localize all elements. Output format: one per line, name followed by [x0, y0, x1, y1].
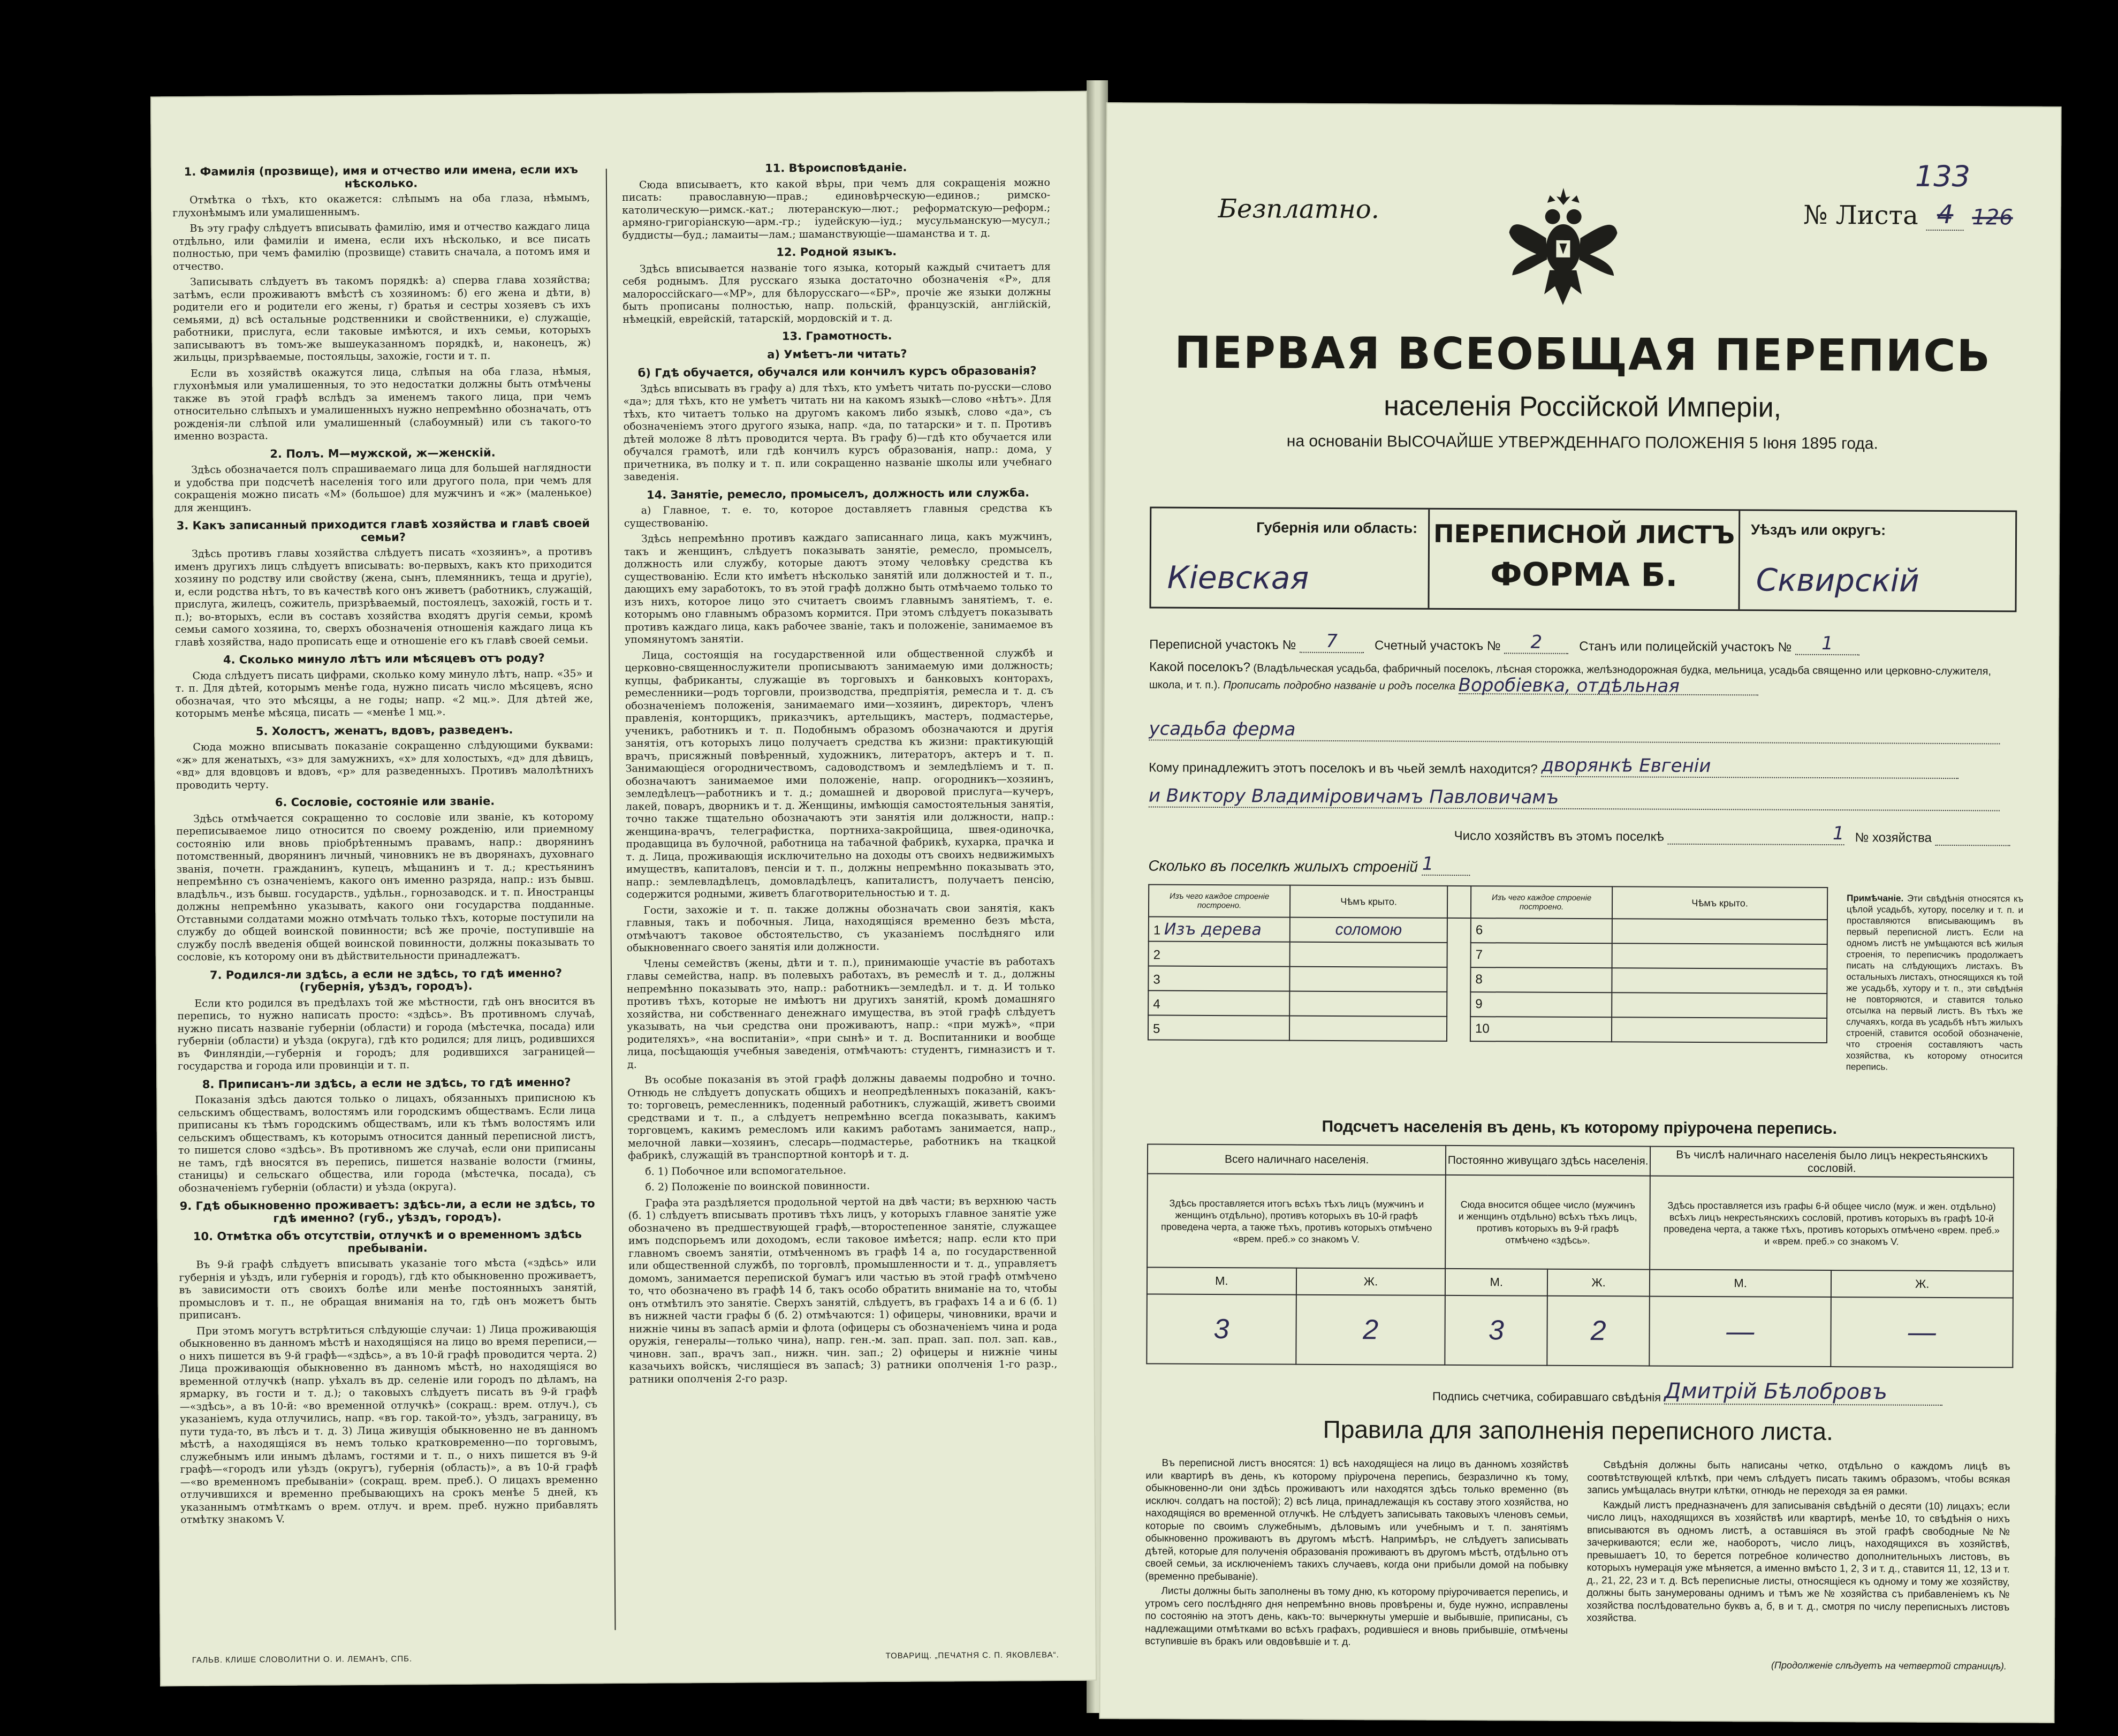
- bldg-row: [1148, 990, 1827, 1018]
- bldg-gap: [1447, 967, 1470, 992]
- settlement-line-2: [1149, 718, 2010, 744]
- header-box: [1149, 506, 2017, 612]
- sheet-number-alt: 126: [1972, 205, 2013, 230]
- instruction-paragraph: Сюда вписываетъ, кто какой вѣры, при чемъ для сокращенія можно писать: православную—прав.; единовѣрческую—единов.; римско-католическую—римск.-кат.; лютеранскую—лют.; реформатскую—реформ.; армяно-григоріанскую—арм.-гр.; іудейскую—іуд.; мусульманскую—мусул.; буддисты—буд.; ламаиты—лам.; шаманствующіе—шаманства и т. д.: [622, 176, 1051, 241]
- pop-head-present: Всего наличнаго населенія.: [1148, 1144, 1446, 1174]
- instruction-paragraph: Здѣсь противъ главы хозяйства слѣдуетъ писать «хозяинъ», а противъ именъ другихъ лицъ слѣдуетъ вписывать: во-первыхъ, какъ кто приходится хозяину по родству или свойству (жена, сынъ, племянникъ, теща и другіе), и, если родства нѣтъ, то въ качествѣ кого онъ живетъ (работникъ, служащій, прислуга, жилецъ, сожитель, призрѣваемый, постоялецъ, захожій, гость и т. п.); во-вторыхъ, если въ составъ хозяйства входятъ другія семьи, кромѣ семьи самого хозяина, то, сверхъ обозначенія отношенія каждаго лица къ главѣ хозяйства, надо прописать еще и отношеніе его къ главѣ своей семьи.: [174, 545, 593, 648]
- bldg-roof-value: [1289, 991, 1447, 1017]
- instruction-paragraph: Здѣсь непремѣнно противъ каждаго записаннаго лица, какъ мужчинъ, такъ и женщинъ, слѣдуетъ показывать занятіе, ремесло, промыселъ, должность или службу, которые даютъ этому человѣку средства къ существованію. Если кто имѣетъ нѣсколько занятій или должностей и т. п., дающихъ ему заработокъ, то въ этой графѣ должно быть отмѣчаемо только то изъ нихъ, которое лицо это считаетъ своимъ главнымъ занятіемъ, т. е. которымъ оно главнымъ образомъ кормится. При этомъ слѣдуетъ показывать противъ каждаго лица, какъ рабочее званіе, такъ и положеніе, занимаемое въ упомянутомъ занятіи.: [624, 530, 1053, 646]
- bldg-head-roof-right: Чѣмъ крыто.: [1612, 886, 1827, 920]
- imperial-eagle-emblem: [1507, 184, 1620, 313]
- district-value: 7: [1300, 631, 1364, 654]
- owner-value-1: дворянкѣ Евгеніи: [1541, 755, 1958, 779]
- bldg-number: 4: [1153, 997, 1160, 1012]
- household-no-label: № хозяйства: [1855, 830, 1932, 845]
- column-divider: [606, 169, 616, 1630]
- sheet-number-label: № Листа: [1803, 200, 1918, 231]
- bldg-number: 2: [1153, 947, 1161, 962]
- pop-desc-nonpeasant: Здѣсь проставляется изъ графы 6-й общее число (муж. и жен. отдѣльно) всѣхъ лицъ некрестьянскихъ сословій, противъ которыхъ въ графѣ 10-й проведена черта, а также тѣхъ, противъ которыхъ отмѣчено «врем. преб.» и «врем. преб.» со знакомъ V.: [1650, 1176, 2014, 1271]
- instruction-heading: 6. Сословіе, состояніе или званіе.: [275, 794, 495, 809]
- counting-value: 2: [1504, 631, 1568, 654]
- owner-line-2: [1149, 785, 2010, 811]
- pop-m-2: М.: [1445, 1269, 1547, 1296]
- rule-paragraph: Каждый листъ предназначенъ для записыванія свѣдѣній о десяти (10) лицахъ; если число лицъ, находящихся въ хозяйствѣ или квартирѣ, менѣе 10, то свѣдѣнія о нихъ вписываются въ одномъ листѣ, а оставшіяся въ этой графѣ свободные №№ зачеркиваются; если же, наоборотъ, число лицъ, находящихся въ хозяйствѣ, превышаетъ 10, то берется потребное количество дополнительныхъ листовъ, въ которыхъ нумерація уже мѣняется, а именно вмѣсто 1, 2, 3 и т. д., ставится 11, 12, 13 и т. д., 21, 22, 23 и т. д. Всѣ переписные листы, относящіеся къ одному и тому же хозяйству, должны быть занумерованы однимъ и тѣмъ же № хозяйства съ прибавленіемъ къ № хозяйства послѣдовательно буквъ а, б, в и т. д., смотря по числу переписныхъ листовъ хозяйства.: [1586, 1499, 2010, 1624]
- signature-value: Дмитрій Бѣлобровъ: [1664, 1379, 1942, 1406]
- province-value: Кіевская: [1167, 559, 1309, 596]
- left-page: [150, 91, 1097, 1687]
- bldg-roof-right: [1612, 943, 1827, 969]
- county-value: Сквирскій: [1756, 562, 1919, 599]
- instruction-paragraph: Сюда можно вписывать показаніе сокращенно слѣдующими буквами: «ж» для женатыхъ, «з» для замужнихъ, «х» для холостыхъ, «д» для дѣвицъ, «вд» для вдовцовъ и вдовъ, «р» для разведенныхъ. Противъ малолѣтнихъ проводить черту.: [176, 739, 594, 791]
- instruction-paragraph: Если кто родился въ предѣлахъ той же мѣстности, гдѣ онъ вносится въ перепись, то нужно написать просто: «здѣсь». Въ противномъ случаѣ, нужно писать названіе губерніи (области) и города (мѣстечка, посада) или губерніи (области) и уѣзда (округа), гдѣ кто родился; для лицъ, родившихся въ Финляндіи,—губернія и городъ; для родившихся заграницей—государства и города или провинціи и т. п.: [177, 995, 595, 1073]
- pop-f-3: Ж.: [1831, 1270, 2013, 1298]
- population-table: [1146, 1143, 2014, 1368]
- bldg-row: [1148, 966, 1827, 994]
- bldg-roof-right: [1612, 1017, 1827, 1043]
- instruction-paragraph: Въ эту графу слѣдуетъ вписывать фамилію, имя и отчество каждаго лица отдѣльно, или фамиліи и имена, если ихъ нѣсколько, и все писать полностью, при чемъ фамилію (прозвище) ставить сначала, а потомъ имя и отчество.: [172, 220, 590, 272]
- bldg-number-right: 10: [1470, 1017, 1612, 1042]
- bldg-row: [1148, 1015, 1827, 1043]
- bldg-number-right: 6: [1471, 918, 1612, 943]
- instruction-heading: 13. Грамотность.: [781, 329, 892, 343]
- settlement-hint-2: Прописать подробно названіе и родъ поселка: [1223, 679, 1456, 692]
- bldg-material-value: Изъ дерева: [1164, 920, 1262, 939]
- households-value: 1: [1667, 822, 1844, 845]
- instructions-column-1: [172, 158, 598, 1529]
- pop-f-2: Ж.: [1547, 1269, 1650, 1297]
- instruction-paragraph: а) Главное, т. е. то, которое доставляетъ главныя средства къ существованію.: [624, 502, 1052, 529]
- bldg-roof-right: [1612, 968, 1827, 994]
- owner-label: Кому принадлежитъ этотъ поселокъ и въ чьей землѣ находится?: [1149, 760, 1538, 777]
- form-title-line2: ФОРМА Б.: [1490, 556, 1678, 594]
- pop-head-resident: Постоянно живущаго здѣсь населенія.: [1446, 1146, 1650, 1176]
- pop-m-3: М.: [1650, 1270, 1832, 1297]
- pop-m-1: М.: [1147, 1267, 1296, 1294]
- instruction-paragraph: Гости, захожіе и т. п. также должны обозначать свои занятія, какъ главныя, такъ и побочныя. Лица, находящіяся временно безъ мѣста, отмѣчаютъ таковое обстоятельство, съ указаніемъ послѣдняго или обыкновеннаго своего занятія или должности.: [626, 901, 1055, 954]
- instruction-paragraph: Члены семействъ (жены, дѣти и т. п.), принимающіе участіе въ работахъ главы семейства, напр. въ полевыхъ работахъ, въ ремеслѣ и т. д., должны непремѣнно показывать это, напр.: работникъ—земледѣл. и т. д. И только противъ тѣхъ, которые не имѣютъ ни другихъ занятій, кромѣ домашняго хозяйства, ни собственнаго денежнаго имущества, въ этой графѣ слѣдуетъ указывать, на чьи средства они проживаютъ, напр.: «при мужѣ», «при родителяхъ», «на воспитаніи», «при сынѣ» и т. д. Воспитанники и вообще лица, посѣщающія учебныя заведенія, отмѣчаютъ: студентъ, гимназистъ и т. д.: [626, 955, 1056, 1071]
- instruction-heading: 10. Отмѣтка объ отсутствіи, отлучкѣ и о временномъ здѣсь пребываніи.: [193, 1227, 582, 1255]
- bldg-number-right: 7: [1471, 943, 1612, 968]
- instruction-heading: б) Гдѣ обучается, обучался или кончилъ курсъ образованія?: [637, 364, 1037, 380]
- instruction-paragraph: Въ особые показанія въ этой графѣ должны даваемы подробно и точно. Отнюдь не слѣдуетъ допускать общихъ и неопредѣленныхъ показаній, какъ-то: торговецъ, ремесленникъ, поденный работникъ, служащій, живетъ своими средствами и т. п., а слѣдуетъ непремѣнно всегда показывать, какимъ торговцемъ, какимъ ремесломъ или какимъ работамъ занимается, напр., мелочной лавки—хозяинъ, слесарь—подмастерье, работникъ на ткацкой фабрикѣ, служащій въ транспортной конторѣ и т. д.: [627, 1072, 1056, 1162]
- right-page: [1099, 102, 2061, 1723]
- buildings-label: Сколько въ поселкѣ жилыхъ строеній: [1148, 857, 1418, 875]
- instruction-heading: 9. Гдѣ обыкновенно проживаетъ: здѣсь-ли, а если не здѣсь, то гдѣ именно? (губ., уѣздъ, городъ).: [179, 1197, 595, 1225]
- bldg-head-material-left: Изъ чего каждое строеніе построено.: [1149, 884, 1290, 917]
- settlement-hint: (Владѣльческая усадьба, фабричный поселокъ, лѣсная сторожка, желѣзнодорожная будка, мельница, усадьба священно или церковно-служителя, школа, и т. п.).: [1149, 662, 1992, 692]
- counting-label: Счетный участокъ №: [1375, 638, 1501, 654]
- bldg-roof-right: [1612, 919, 1827, 944]
- households-label: Число хозяйствъ въ этомъ поселкѣ: [1454, 828, 1664, 844]
- bldg-gap: [1447, 992, 1470, 1017]
- instruction-heading: 1. Фамилія (прозвище), имя и отчество или имена, если ихъ нѣсколько.: [184, 163, 578, 190]
- owner-value-2: и Виктору Владиміровичамъ Павловичамъ: [1149, 785, 2000, 811]
- bldg-roof-value: соломою: [1290, 918, 1447, 943]
- pop-resident-m: 3: [1445, 1295, 1547, 1366]
- rules-right-column: [1586, 1459, 2010, 1628]
- instruction-paragraph: Если въ хозяйствѣ окажутся лица, слѣпыя на оба глаза, нѣмыя, глухонѣмыя или умалишенныя, то это недостатки должны быть отмѣчены также въ этой графѣ вслѣдъ за именемъ такого лица, при чемъ относительно слѣпыхъ и умалишенныхъ нужно непремѣнно обозначать, отъ рожденія-ли слѣпой или умалишенный (слабоумный) или съ такого-то именно возраста.: [173, 365, 591, 443]
- rules-left-column: [1145, 1457, 1569, 1651]
- province-label: Губернія или область:: [1256, 519, 1418, 536]
- free-label: Безплатно.: [1218, 194, 1380, 225]
- bldg-gap: [1447, 1017, 1470, 1041]
- instruction-paragraph: Здѣсь вписывается названіе того языка, который каждый считаетъ для себя роднымъ. Для русскаго языка достаточно обозначенія «Р», для малороссійскаго—«МР», для бѣлорусскаго—«БР», прочіе же языки должны быть прописаны полностью, напр. польскій, французскій, англійскій, нѣмецкій, еврейскій, татарскій, мордовскій и т. д.: [623, 260, 1051, 325]
- instruction-paragraph: Здѣсь отмѣчается сокращенно то сословіе или званіе, къ которому переписываемое лицо относится по своему рожденію, или приемному состоянію или вновь пріобрѣтеннымъ правамъ, напр.: дворянинъ потомственный, дворянинъ личный, чиновникъ не въ дворянахъ, духовнаго званія, почетн. гражданинъ, купецъ, мѣщанинъ и т. д.; крестьянинъ непремѣнно съ означеніемъ, какого онъ именно разряда, напр.: изъ бывш. владѣльч., изъ бывш. государств., удѣльн., горнозаводск. и т. п. Иностранцы должны непремѣнно указывать, какого они государства подданные. Отставными солдатами можно отмѣчать только тѣхъ, которые поступили на службу до общей воинской повинности; всѣ же прочіе, поступившіе на службу послѣ введенія общей воинской повинности, должны показывать то сословіе, къ которому они въ дѣйствительности принадлежатъ.: [176, 810, 595, 964]
- pop-desc-resident: Сюда вносится общее число (мужчинъ и женщинъ отдѣльно) всѣхъ тѣхъ лицъ, противъ которыхъ въ 9-й графѣ отмѣчено «здѣсь».: [1446, 1175, 1650, 1270]
- instruction-heading: 3. Какъ записанный приходится главѣ хозяйства и главѣ своей семьи?: [176, 517, 590, 544]
- settlement-line: [1149, 659, 2011, 696]
- instruction-paragraph: Графа эта раздѣляется продольной чертой на двѣ части; въ верхнюю часть (б. 1) слѣдуетъ вписывать противъ тѣхъ лицъ, у которыхъ главное занятіе уже обозначено въ предшествующей графѣ,—второстепенное занятіе, служащее имъ подспорьемъ или доходомъ, если таковое имѣется; напр. если кто при главномъ своемъ занятіи, отмѣченномъ въ графѣ 14 а, по государственной или общественной службѣ, по торговлѣ, промышленности и т. д., управляетъ домомъ, занимается перепиской бумагъ или частью въ этой графѣ отмѣчено то, что обозначено въ графѣ 14 б, такъ особо обратить вниманіе на то, чтобы онъ отмѣтилъ это занятіе. Сверхъ занятій, слѣдуетъ, въ графахъ 14 а и 6 (б. 1) въ нижней части графы б (б. 2) отмѣчаются: 1) офицеры, чиновники, врачи и нижніе чины въ запасѣ армiи и флота (офицеры съ обозначеніемъ чина и рода оружія, генералы—только чина), напр. ген.-м. зап. прап. зап. пол. зап. кав., чиновн. зап., врачъ зап., нижн. чин. зап.; 2) офицеры и нижніе чины казачьихъ войскъ, числящіеся въ запасѣ; 3) ратники ополченія 1-го разр., ратники ополченія 2-го разр.: [628, 1194, 1058, 1385]
- pop-nonpeasant-m: —: [1649, 1297, 1831, 1367]
- instruction-paragraph: Здѣсь обозначается полъ спрашиваемаго лица для большей наглядности и удобства при подсчетѣ населенія того или другого пола, при чемъ для сокращенія можно писать «М» (большое) для мужчинъ и «ж» (маленькое) для женщинъ.: [174, 461, 592, 514]
- pop-nonpeasant-f: —: [1831, 1297, 2013, 1367]
- province-cell: [1151, 508, 1430, 608]
- legal-basis: на основаніи ВЫСОЧАЙШЕ УТВЕРЖДЕННАГО ПОЛОЖЕНІЯ 5 Іюня 1895 года.: [1286, 432, 1878, 453]
- instruction-paragraph: Показанія здѣсь даются только о лицахъ, обязанныхъ приписною къ сельскимъ обществамъ, волостямъ или городскимъ обществамъ. Если лица приписаны къ тѣмъ городскимъ обществамъ, или къ тѣмъ волостямъ или сельскимъ обществамъ, къ которымъ относится данный переписной листъ, то пишется слово «здѣсь». Въ противномъ же случаѣ, если они приписаны не тамъ, гдѣ вносятся въ перепись, пишется названіе волости (гмины, станицы) и сельскаго общества, или города (мѣстечка, посада), съ обозначеніемъ губерніи (области) и уѣзда (округа).: [178, 1091, 596, 1194]
- bldg-head-roof-left: Чѣмъ крыто.: [1290, 885, 1447, 918]
- households-line: [1149, 820, 2010, 846]
- form-title-line1: ПЕРЕПИСНОЙ ЛИСТЪ: [1433, 519, 1735, 550]
- printer-credit-right: ТОВАРИЩ. „ПЕЧАТНЯ С. П. ЯКОВЛЕВА“.: [885, 1650, 1059, 1661]
- instruction-heading: 7. Родился-ли здѣсь, а если не здѣсь, то гдѣ именно? (губернія, уѣздъ, городъ).: [209, 966, 563, 994]
- settlement-value-2: усадьба ферма: [1149, 718, 2000, 744]
- bldg-material: [1148, 966, 1289, 991]
- rule-paragraph: Свѣдѣнія должны быть написаны четко, отдѣльно о каждомъ лицѣ въ соотвѣтствующей клѣткѣ, при чемъ слѣдуетъ писать такимъ образомъ, чтобы всякая запись умѣщалась внутри клѣтки, отнюдь не переходя за ея рамки.: [1587, 1459, 2010, 1497]
- population-title: Подсчетъ населенія въ день, къ которому пріурочена перепись.: [1322, 1117, 1838, 1138]
- bldg-roof-value: [1290, 942, 1447, 967]
- pop-resident-f: 2: [1547, 1296, 1649, 1366]
- instructions-column-2: [622, 155, 1058, 1389]
- census-title: ПЕРВАЯ ВСЕОБЩАЯ ПЕРЕПИСЬ: [1174, 327, 1992, 382]
- pop-present-f: 2: [1296, 1295, 1445, 1365]
- rule-paragraph: Въ переписной листъ вносятся: 1) всѣ находящіеся на лицо въ данномъ хозяйствѣ или квартирѣ въ день, къ которому пріурочена перепись, безразлично къ тому, обыкновенно-ли они здѣсь проживаютъ или находятся здѣсь только временно (въ исключ. солдатъ на постой); 2) всѣ лица, принадлежащія къ составу этого хозяйства, но находящіяся во временной отлучкѣ. Не слѣдуетъ записывать таковыхъ членовъ семьи, которые по своимъ служебнымъ, дѣловымъ или учебнымъ и т. п. занятіямъ обыкновенно проживаютъ въ другомъ мѣстѣ. Напримѣръ, не слѣдуетъ записывать дѣтей, которые для полученія образованія проживаютъ въ другомъ мѣстѣ, отдѣльно отъ своей семьи, за исключеніемъ такихъ случаевъ, когда они прибыли домой на побывку (временно пребываніе).: [1145, 1457, 1569, 1582]
- bldg-row: [1149, 916, 1827, 944]
- pop-desc-present: Здѣсь проставляется итогъ всѣхъ тѣхъ лицъ (мужчинъ и женщинъ отдѣльно), противъ которыхъ въ 10-й графѣ проведена черта, а также тѣхъ, противъ которыхъ отмѣчено «врем. преб.» со знакомъ V.: [1147, 1173, 1446, 1268]
- instruction-paragraph: Здѣсь вписывать въ графу а) для тѣхъ, кто умѣетъ читать по-русски—слово «да»; для тѣхъ, кто не умѣетъ читать ни на какомъ языкѣ—слово «нѣтъ». Для тѣхъ, кто читаетъ только на другомъ какомъ либо языкѣ, слово «да», съ обозначеніемъ этого другого языка, напр. «да, по татарски» и т. п. Противъ дѣтей моложе 8 лѣтъ проводится черта. Въ графу б)—гдѣ кто обучается или обучался грамотѣ, или гдѣ кончилъ курсъ образованія, напр.: дома, у причетника, въ полку и т. п. или сокращенно названіе школы или учебнаго заведенія.: [623, 380, 1052, 483]
- instruction-heading: 8. Приписанъ-ли здѣсь, а если не здѣсь, то гдѣ именно?: [202, 1075, 571, 1091]
- pop-present-m: 3: [1147, 1294, 1296, 1364]
- form-title-cell: [1429, 510, 1740, 610]
- bldg-material: [1148, 990, 1289, 1015]
- bldg-roof-value: [1289, 1016, 1447, 1041]
- rules-title: Правила для заполненія переписного листа.: [1323, 1415, 1833, 1446]
- stan-value: 1: [1795, 633, 1859, 656]
- sheet-number: [1803, 199, 2013, 231]
- bldg-material: [1149, 916, 1290, 942]
- owner-line: [1149, 753, 2010, 779]
- pop-head-nonpeasant: Въ числѣ наличнаго населенія было лицъ некрестьянскихъ сословій.: [1650, 1147, 2014, 1178]
- bldg-material: [1149, 941, 1290, 966]
- instruction-paragraph: б. 2) Положеніе по воинской повинности.: [645, 1180, 870, 1193]
- bldg-head-gap: [1447, 886, 1471, 918]
- bldg-material: [1148, 1015, 1289, 1040]
- buildings-value: 1: [1422, 853, 1470, 876]
- county-cell: [1740, 511, 2015, 610]
- rules-continued: (Продолженіе слѣдуетъ на четвертой страницѣ).: [1771, 1659, 2007, 1672]
- instruction-paragraph: Въ 9-й графѣ слѣдуетъ вписывать указаніе того мѣста («здѣсь» или губернія и уѣздъ, или губернія и городъ), гдѣ кто обыкновенно проживаетъ, въ зависимости отъ своихъ болѣе или менѣе постоянныхъ занятій, промысловъ и т. п., не обращая вниманія на то, гдѣ онъ можетъ быть приписанъ.: [179, 1256, 597, 1322]
- bldg-number: 5: [1152, 1021, 1160, 1036]
- instruction-heading: 2. Полъ. М—мужской, ж—женскій.: [270, 445, 496, 460]
- bldg-row: [1149, 941, 1827, 969]
- rule-paragraph: Листы должны быть заполнены въ тому дню, къ которому пріурочивается перепись, и утромъ сего послѣдняго дня непремѣнно вновь провѣрены и, буде нужно, исправлены по состоянію на этотъ день, какъ-то: вычеркнуты умершіе и выбывшіе, приписаны, съ надлежащими отмѣтками во всѣхъ графахъ, родившіеся и вновь прибывшіе, отмѣчены вступившіе въ бракъ или овдовѣвшіе и т. д.: [1145, 1585, 1568, 1648]
- signature-line: [1432, 1378, 1942, 1406]
- bldg-number: 1: [1153, 923, 1164, 938]
- bldg-number: 3: [1153, 972, 1160, 987]
- household-no-value: [1935, 845, 2010, 846]
- note-text: Эти свѣдѣнія относятся къ цѣлой усадьбѣ, хутору, поселку и т. п. и проставляются вписывающимъ въ первый переписной листъ. Если на одномъ листѣ не умѣщаются всѣ жилыя строенія, то переписчикъ продолжаетъ писать на слѣдующихъ листахъ. Въ остальныхъ листахъ, относящихся къ той же усадьбѣ, хутору и т. п., эти свѣдѣнія не повторяются, и ставится только отсылка на первый листъ. Въ тѣхъ же случаяхъ, когда въ усадьбѣ нѣтъ жилыхъ строеній, ставится особой обозначеніе, что строенія составляютъ часть хозяйства, къ которому относится перепись.: [1846, 893, 2024, 1072]
- county-label: Уѣздъ или округъ:: [1751, 521, 1886, 539]
- note-title: Примѣчаніе.: [1847, 893, 1904, 904]
- instruction-heading: 14. Занятіе, ремесло, промыселъ, должность или служба.: [646, 486, 1030, 502]
- bldg-head-material-right: Изъ чего каждое строеніе построено.: [1471, 886, 1612, 919]
- instruction-heading: 11. Вѣроисповѣданіе.: [765, 161, 907, 175]
- bldg-gap: [1447, 943, 1471, 967]
- instruction-paragraph: Сюда слѣдуетъ писать цифрами, сколько кому минуло лѣтъ, напр. «35» и т. п. Для дѣтей, которымъ менѣе года, нужно писать число мѣсяцевъ, ясно обозначая, что это мѣсяцы, а не годы; напр. «2 мц.». Для дѣтей же, которымъ менѣе мѣсяца, писать — «менѣе 1 мц.».: [175, 667, 593, 720]
- instruction-paragraph: Записывать слѣдуетъ въ такомъ порядкѣ: а) сперва глава хозяйства; затѣмъ, если проживаютъ вмѣстѣ съ хозяиномъ: б) его жена и дѣти, в) родители его и родители его жены, г) братья и сестры хозяевъ съ ихъ семьями, д) всѣ остальные родственники и свойственники, е) служащіе, работники, прислуга, если таковые имѣются, и ихъ семьи, которыхъ записываютъ въ томъ-же вышеуказанномъ порядкѣ, и, наконецъ, ж) жильцы, призрѣваемые, постояльцы, захожіе, гости и т. п.: [173, 274, 591, 364]
- instruction-paragraph: Лица, состоящія на государственной или общественной службѣ и церковно-священнослужители прописываютъ занимаемую ими должность; купцы, фабриканты, служащіе въ торговыхъ и банковыхъ конторахъ, ремесленники—родъ торговли, производства, предпріятія, ремесла и т. д. съ обозначеніемъ положенія, занимаемаго ими—хозяинъ, директоръ, членъ правленія, конторщикъ, приказчикъ, артельщикъ, мастеръ, подмастерье, ученикъ, работникъ и т. п. Подобнымъ образомъ обозначаются и другія занятія, отъ которыхъ лицо получаетъ средства къ жизни: практикующій врачъ, присяжный повѣренный, художникъ, литераторъ, актеръ и т. п. Занимающіеся огородничествомъ, садоводствомъ и земледѣліемъ и т. п. обозначаютъ занимаемое ими положеніе, напр. огородникъ—хозяинъ, земледѣлецъ—работникъ и т. д.; домашней и дворовой прислуга—кучеръ, лакей, поваръ, дворникъ и т. д. Женщины, имѣющія самостоятельныя занятія, точно также тщательно обозначаютъ эти занятія или должности, напр.: женщина-врачъ, телеграфистка, портниха-закройщица, швея-одиночка, продавщица въ булочной, работница на табачной фабрикѣ, кухарка, прачка и т. д. Лица, проживающія исключительно на доходы отъ своихъ недвижимыхъ имуществъ, капиталовъ, пенсіи и т. п., должны непремѣнно показывать это, напр.: землевладѣлецъ, домовладѣлецъ, капиталистъ, получаетъ пенсію, содержится родными, живетъ благотворительностью и т. д.: [625, 647, 1054, 900]
- archive-number: 133: [1915, 159, 1971, 194]
- buildings-table: [1148, 884, 1828, 1043]
- pop-f-1: Ж.: [1296, 1268, 1446, 1295]
- stan-label: Станъ или полицейскій участокъ №: [1579, 639, 1792, 655]
- instruction-heading: 12. Родной языкъ.: [776, 245, 897, 259]
- bldg-number-right: 9: [1470, 992, 1612, 1017]
- instruction-heading: 4. Сколько минуло лѣтъ или мѣсяцевъ отъ роду?: [223, 651, 545, 666]
- instruction-heading: 5. Холостъ, женатъ, вдовъ, разведенъ.: [255, 723, 513, 738]
- census-subtitle: населенія Россійской Имперіи,: [1384, 390, 1782, 423]
- buildings-note: [1846, 892, 2023, 1073]
- instruction-paragraph: б. 1) Побочное или вспомогательное.: [645, 1164, 847, 1178]
- bldg-roof-value: [1289, 967, 1447, 992]
- bldg-gap: [1447, 918, 1471, 943]
- settlement-value-1: Воробіевка, отдѣльная: [1459, 677, 1758, 695]
- instruction-paragraph: Отмѣтка о тѣхъ, кто окажется: слѣпымъ на оба глаза, нѣмымъ, глухонѣмымъ или умалишеннымъ.: [172, 192, 590, 219]
- instruction-paragraph: При этомъ могутъ встрѣтиться слѣдующіе случаи: 1) Лица проживающія обыкновенно въ данномъ мѣстѣ и находящіяся на лицо во время переписи,—о нихъ пишется въ 9-й графѣ—«здѣсь», а въ 10-й графѣ проводится черта. 2) Лица проживающія обыкновенно въ данномъ мѣстѣ, но находящіяся во временной отлучкѣ (напр. уѣхалъ въ др. селеніе или городъ по дѣламъ, на ярмарку, въ гости и т. д.); о таковыхъ слѣдуетъ писать въ 9-й графѣ—«здѣсь», а въ 10-й: «во временной отлучкѣ» (сокращ.: врем. отлуч.), съ указаніемъ, куда отлучились, напр. «въ гор. такой-то», уѣздъ, заграницу, въ пути тудa-то, въ лѣсъ и т. д. 3) Лица живущія обыкновенно не въ данномъ мѣстѣ, а находящіяся въ немъ только кратковременно—по торговымъ, служебнымъ или инымъ дѣламъ, гостями и т. п., о нихъ пишется въ 9-й графѣ—«городъ или уѣздъ (округъ), губернія (область)», а въ 10-й графѣ—«во временномъ пребываніи» (сокращ. врем. преб.). О лицахъ временно отлучившихся и временно пребывающихъ на срокъ менѣе 5 дней, къ указаннымъ отмѣткамъ о врем. отлуч. и врем. преб. нужно прибавлять отмѣтку знакомъ V.: [179, 1322, 598, 1526]
- bldg-number-right: 8: [1470, 967, 1612, 992]
- district-line: [1149, 630, 2011, 656]
- bldg-roof-right: [1612, 992, 1827, 1018]
- district-label: Переписной участокъ №: [1149, 637, 1296, 653]
- instruction-heading: а) Умѣетъ-ли читать?: [767, 347, 907, 361]
- buildings-line: [1148, 852, 2010, 878]
- signature-label: Подпись счетчика, собиравшаго свѣдѣнія: [1432, 1389, 1661, 1404]
- sheet-number-value: 4: [1926, 200, 1964, 231]
- settlement-label: Какой поселокъ?: [1149, 659, 1250, 675]
- printer-credit-left: ГАЛЬВ. КЛИШЕ СЛОВОЛИТНИ О. И. ЛЕМАНЪ, СПБ.: [192, 1654, 413, 1665]
